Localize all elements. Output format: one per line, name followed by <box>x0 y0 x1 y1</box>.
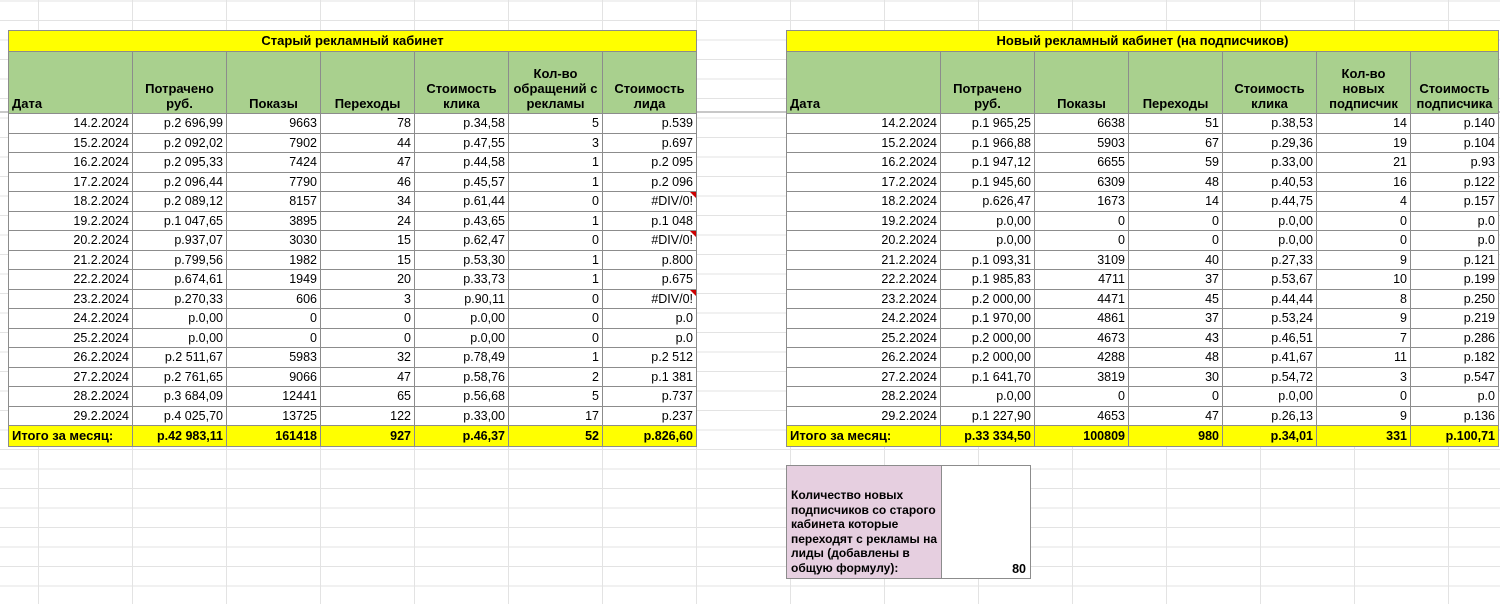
table-cell[interactable]: 20.2.2024 <box>9 231 133 251</box>
table-cell[interactable]: 34 <box>321 192 415 212</box>
table-row <box>9 387 697 407</box>
table-cell[interactable]: 0 <box>509 309 603 329</box>
table-row <box>9 270 697 290</box>
table-cell[interactable]: 9 <box>1317 250 1411 270</box>
table-row <box>787 172 1499 192</box>
column-header[interactable]: Потрачено руб. <box>941 52 1035 114</box>
table-cell[interactable]: 13725 <box>227 406 321 426</box>
table-row <box>787 406 1499 426</box>
table-cell[interactable]: 19.2.2024 <box>787 211 941 231</box>
table-cell[interactable]: р.199 <box>1411 270 1499 290</box>
table-cell[interactable]: р.0,00 <box>941 211 1035 231</box>
table-cell[interactable]: р.0,00 <box>133 328 227 348</box>
table-cell[interactable]: 48 <box>1129 172 1223 192</box>
table-row <box>787 387 1499 407</box>
table-cell[interactable]: 9 <box>1317 406 1411 426</box>
column-header[interactable]: Переходы <box>321 52 415 114</box>
table-row <box>9 328 697 348</box>
table-cell[interactable]: 4471 <box>1035 289 1129 309</box>
table-row <box>787 192 1499 212</box>
table-cell[interactable]: 7902 <box>227 133 321 153</box>
table-cell[interactable]: р.26,13 <box>1223 406 1317 426</box>
table-cell[interactable]: 5903 <box>1035 133 1129 153</box>
total-cell[interactable]: р.100,71 <box>1411 426 1499 447</box>
table-cell[interactable]: р.2 092,02 <box>133 133 227 153</box>
table-cell[interactable]: р.0 <box>1411 231 1499 251</box>
table-cell[interactable]: 27.2.2024 <box>787 367 941 387</box>
table-cell[interactable]: р.136 <box>1411 406 1499 426</box>
table-row <box>9 211 697 231</box>
table-cell[interactable]: 0 <box>509 289 603 309</box>
table-cell[interactable]: 14.2.2024 <box>787 114 941 134</box>
table-cell[interactable]: р.674,61 <box>133 270 227 290</box>
table-cell[interactable]: 27.2.2024 <box>9 367 133 387</box>
table-cell[interactable]: 24 <box>321 211 415 231</box>
column-header[interactable]: Стоимость клика <box>415 52 509 114</box>
table-cell[interactable]: 32 <box>321 348 415 368</box>
table-cell[interactable]: 3 <box>509 133 603 153</box>
subscriber-note-label[interactable]: Количество новых подписчиков со старого кабинета которые переходят с рекламы на лиды (добавлены в общую формулу): <box>787 466 942 579</box>
table-cell[interactable]: 26.2.2024 <box>787 348 941 368</box>
table-cell[interactable]: р.182 <box>1411 348 1499 368</box>
table-cell[interactable]: р.2 512 <box>603 348 697 368</box>
table-cell[interactable]: р.0,00 <box>415 309 509 329</box>
table-cell[interactable]: 1982 <box>227 250 321 270</box>
total-cell[interactable]: 52 <box>509 426 603 447</box>
table-cell[interactable]: 28.2.2024 <box>787 387 941 407</box>
table-cell[interactable]: р.697 <box>603 133 697 153</box>
table-cell[interactable]: 19.2.2024 <box>9 211 133 231</box>
table-cell[interactable]: р.1 947,12 <box>941 153 1035 173</box>
table-cell[interactable]: 78 <box>321 114 415 134</box>
table-cell[interactable]: 6309 <box>1035 172 1129 192</box>
table-cell[interactable]: 3 <box>321 289 415 309</box>
table-cell[interactable]: р.0,00 <box>941 387 1035 407</box>
table-row <box>9 114 697 134</box>
table-cell[interactable]: 0 <box>227 309 321 329</box>
table-row <box>787 328 1499 348</box>
table-cell[interactable]: р.90,11 <box>415 289 509 309</box>
table-cell[interactable]: 24.2.2024 <box>9 309 133 329</box>
table-cell[interactable]: р.33,00 <box>1223 153 1317 173</box>
column-header[interactable]: Дата <box>9 52 133 114</box>
table-cell[interactable]: р.799,56 <box>133 250 227 270</box>
table-cell[interactable]: р.219 <box>1411 309 1499 329</box>
table-cell[interactable]: 0 <box>1317 387 1411 407</box>
table-cell[interactable]: р.53,67 <box>1223 270 1317 290</box>
table-cell[interactable]: р.34,58 <box>415 114 509 134</box>
table-cell[interactable]: 0 <box>1129 387 1223 407</box>
total-cell[interactable]: р.42 983,11 <box>133 426 227 447</box>
table-cell[interactable]: #DIV/0! <box>603 289 697 309</box>
table-cell[interactable]: р.61,44 <box>415 192 509 212</box>
table-row <box>9 231 697 251</box>
table-cell[interactable]: р.800 <box>603 250 697 270</box>
table-row <box>9 348 697 368</box>
table-cell[interactable]: 37 <box>1129 309 1223 329</box>
table-cell[interactable]: р.41,67 <box>1223 348 1317 368</box>
table-cell[interactable]: 9066 <box>227 367 321 387</box>
total-cell[interactable]: р.33 334,50 <box>941 426 1035 447</box>
table-cell[interactable]: 606 <box>227 289 321 309</box>
table-row <box>787 348 1499 368</box>
table-cell[interactable]: р.53,24 <box>1223 309 1317 329</box>
table-cell[interactable]: 23.2.2024 <box>787 289 941 309</box>
table-cell[interactable]: 9663 <box>227 114 321 134</box>
table-cell[interactable]: 16.2.2024 <box>787 153 941 173</box>
table-cell[interactable]: 0 <box>1129 211 1223 231</box>
table-cell[interactable]: р.104 <box>1411 133 1499 153</box>
table-row <box>787 289 1499 309</box>
table-cell[interactable]: 4673 <box>1035 328 1129 348</box>
table-cell[interactable]: 67 <box>1129 133 1223 153</box>
table-cell[interactable]: р.54,72 <box>1223 367 1317 387</box>
table-cell[interactable]: р.0 <box>1411 387 1499 407</box>
table-cell[interactable]: 14.2.2024 <box>9 114 133 134</box>
new-cabinet-table <box>786 30 1499 447</box>
table-cell[interactable]: р.1 985,83 <box>941 270 1035 290</box>
table-cell[interactable]: р.53,30 <box>415 250 509 270</box>
column-header[interactable]: Кол-во новых подписчик <box>1317 52 1411 114</box>
table-cell[interactable]: 0 <box>321 309 415 329</box>
table-cell[interactable]: р.2 096,44 <box>133 172 227 192</box>
table-cell[interactable]: 11 <box>1317 348 1411 368</box>
table-cell[interactable]: 5 <box>509 114 603 134</box>
table-cell[interactable]: 5983 <box>227 348 321 368</box>
total-label[interactable]: Итого за месяц: <box>787 426 941 447</box>
table-cell[interactable]: р.2 000,00 <box>941 328 1035 348</box>
table-cell[interactable]: 15.2.2024 <box>9 133 133 153</box>
table-cell[interactable]: р.270,33 <box>133 289 227 309</box>
table-cell[interactable]: р.286 <box>1411 328 1499 348</box>
table-cell[interactable]: 17 <box>509 406 603 426</box>
table-cell[interactable]: р.56,68 <box>415 387 509 407</box>
table-row <box>9 153 697 173</box>
table-row <box>9 250 697 270</box>
table-cell[interactable]: р.38,53 <box>1223 114 1317 134</box>
table-cell[interactable]: 43 <box>1129 328 1223 348</box>
table-cell[interactable]: 0 <box>509 328 603 348</box>
table-cell[interactable]: #DIV/0! <box>603 192 697 212</box>
table-cell[interactable]: р.0,00 <box>1223 211 1317 231</box>
total-row <box>787 426 1499 447</box>
table-cell[interactable]: 7 <box>1317 328 1411 348</box>
table-cell[interactable]: р.1 381 <box>603 367 697 387</box>
total-cell[interactable]: 161418 <box>227 426 321 447</box>
total-cell[interactable]: р.34,01 <box>1223 426 1317 447</box>
table-row <box>787 211 1499 231</box>
table-cell[interactable]: 18.2.2024 <box>787 192 941 212</box>
total-row <box>9 426 697 447</box>
table-cell[interactable]: р.93 <box>1411 153 1499 173</box>
table-row <box>787 367 1499 387</box>
table-cell[interactable]: 0 <box>321 328 415 348</box>
table-row <box>9 309 697 329</box>
table-row <box>9 192 697 212</box>
table-cell[interactable]: р.122 <box>1411 172 1499 192</box>
table-cell[interactable]: 4861 <box>1035 309 1129 329</box>
old-cabinet-table <box>8 30 697 447</box>
table-cell[interactable]: р.2 511,67 <box>133 348 227 368</box>
table-cell[interactable]: р.237 <box>603 406 697 426</box>
table-cell[interactable]: р.2 096 <box>603 172 697 192</box>
total-cell[interactable]: 980 <box>1129 426 1223 447</box>
table-row <box>787 114 1499 134</box>
table-cell[interactable]: 0 <box>509 192 603 212</box>
table-cell[interactable]: 18.2.2024 <box>9 192 133 212</box>
column-header[interactable]: Стоимость подписчика <box>1411 52 1499 114</box>
table-cell[interactable]: 51 <box>1129 114 1223 134</box>
table-cell[interactable]: р.27,33 <box>1223 250 1317 270</box>
table-cell[interactable]: 4 <box>1317 192 1411 212</box>
table-cell[interactable]: р.250 <box>1411 289 1499 309</box>
table-cell[interactable]: 0 <box>509 231 603 251</box>
table-cell[interactable]: 8157 <box>227 192 321 212</box>
table-cell[interactable]: 0 <box>1129 231 1223 251</box>
table-cell[interactable]: р.29,36 <box>1223 133 1317 153</box>
table-cell[interactable]: р.58,76 <box>415 367 509 387</box>
total-cell[interactable]: р.46,37 <box>415 426 509 447</box>
table-cell[interactable]: 6638 <box>1035 114 1129 134</box>
table-cell[interactable]: р.1 048 <box>603 211 697 231</box>
table-cell[interactable]: 25.2.2024 <box>9 328 133 348</box>
table-cell[interactable]: р.0,00 <box>133 309 227 329</box>
subscriber-note-value[interactable]: 80 <box>942 466 1031 579</box>
table-cell[interactable]: 15 <box>321 231 415 251</box>
table-cell[interactable]: р.1 093,31 <box>941 250 1035 270</box>
table-cell[interactable]: р.40,53 <box>1223 172 1317 192</box>
table-row <box>9 406 697 426</box>
table-row <box>787 231 1499 251</box>
table-row <box>9 133 697 153</box>
table-cell[interactable]: 37 <box>1129 270 1223 290</box>
table-cell[interactable]: р.2 000,00 <box>941 289 1035 309</box>
table-cell[interactable]: 15.2.2024 <box>787 133 941 153</box>
table-cell[interactable]: 3109 <box>1035 250 1129 270</box>
table-cell[interactable]: 1 <box>509 250 603 270</box>
table-cell[interactable]: р.121 <box>1411 250 1499 270</box>
table-cell[interactable]: р.2 000,00 <box>941 348 1035 368</box>
table-cell[interactable]: 29.2.2024 <box>787 406 941 426</box>
table-cell[interactable]: 16.2.2024 <box>9 153 133 173</box>
table-cell[interactable]: р.3 684,09 <box>133 387 227 407</box>
table-cell[interactable]: 4711 <box>1035 270 1129 290</box>
table-cell[interactable]: 19 <box>1317 133 1411 153</box>
table-title[interactable]: Старый рекламный кабинет <box>9 31 697 52</box>
table-cell[interactable]: р.1 970,00 <box>941 309 1035 329</box>
table-row <box>787 250 1499 270</box>
subscriber-note-box <box>786 465 1031 579</box>
table-cell[interactable]: 9 <box>1317 309 1411 329</box>
table-cell[interactable]: 122 <box>321 406 415 426</box>
table-cell[interactable]: 0 <box>1035 211 1129 231</box>
table-cell[interactable]: 22.2.2024 <box>9 270 133 290</box>
table-cell[interactable]: 20.2.2024 <box>787 231 941 251</box>
table-cell[interactable]: 44 <box>321 133 415 153</box>
total-cell[interactable]: 331 <box>1317 426 1411 447</box>
table-cell[interactable]: 22.2.2024 <box>787 270 941 290</box>
table-cell[interactable]: 0 <box>1035 387 1129 407</box>
column-header[interactable]: Дата <box>787 52 941 114</box>
table-title-row <box>9 31 697 52</box>
table-cell[interactable]: 1949 <box>227 270 321 290</box>
table-cell[interactable]: 1 <box>509 348 603 368</box>
table-cell[interactable]: 48 <box>1129 348 1223 368</box>
table-cell[interactable]: р.140 <box>1411 114 1499 134</box>
table-cell[interactable]: 47 <box>321 153 415 173</box>
table-cell[interactable]: р.2 095 <box>603 153 697 173</box>
table-cell[interactable]: 14 <box>1317 114 1411 134</box>
table-cell[interactable]: 16 <box>1317 172 1411 192</box>
table-cell[interactable]: р.157 <box>1411 192 1499 212</box>
table-cell[interactable]: 15 <box>321 250 415 270</box>
total-cell[interactable]: р.826,60 <box>603 426 697 447</box>
table-cell[interactable]: 1 <box>509 270 603 290</box>
table-cell[interactable]: р.62,47 <box>415 231 509 251</box>
table-cell[interactable]: р.47,55 <box>415 133 509 153</box>
table-cell[interactable]: р.737 <box>603 387 697 407</box>
table-cell[interactable]: 1 <box>509 211 603 231</box>
table-cell[interactable]: 8 <box>1317 289 1411 309</box>
table-cell[interactable]: 29.2.2024 <box>9 406 133 426</box>
table-cell[interactable]: 5 <box>509 387 603 407</box>
table-cell[interactable]: 3 <box>1317 367 1411 387</box>
table-cell[interactable]: р.1 945,60 <box>941 172 1035 192</box>
table-cell[interactable]: 4653 <box>1035 406 1129 426</box>
table-cell[interactable]: 47 <box>321 367 415 387</box>
table-row <box>787 153 1499 173</box>
table-cell[interactable]: 23.2.2024 <box>9 289 133 309</box>
table-cell[interactable]: 21 <box>1317 153 1411 173</box>
table-row <box>787 309 1499 329</box>
table-cell[interactable]: р.1 641,70 <box>941 367 1035 387</box>
table-cell[interactable]: р.2 696,99 <box>133 114 227 134</box>
table-cell[interactable]: 2 <box>509 367 603 387</box>
table-cell[interactable]: 3895 <box>227 211 321 231</box>
table-cell[interactable]: 6655 <box>1035 153 1129 173</box>
table-cell[interactable]: р.2 095,33 <box>133 153 227 173</box>
table-cell[interactable]: 3030 <box>227 231 321 251</box>
table-row <box>9 289 697 309</box>
table-cell[interactable]: р.937,07 <box>133 231 227 251</box>
table-cell[interactable]: 14 <box>1129 192 1223 212</box>
table-cell[interactable]: р.0,00 <box>1223 387 1317 407</box>
table-title-row <box>787 31 1499 52</box>
table-cell[interactable]: р.4 025,70 <box>133 406 227 426</box>
column-header[interactable]: Стоимость лида <box>603 52 697 114</box>
table-cell[interactable]: 1 <box>509 172 603 192</box>
table-cell[interactable]: р.2 761,65 <box>133 367 227 387</box>
table-cell[interactable]: р.1 227,90 <box>941 406 1035 426</box>
table-cell[interactable]: р.0 <box>603 328 697 348</box>
table-cell[interactable]: р.1 966,88 <box>941 133 1035 153</box>
table-cell[interactable]: р.0 <box>603 309 697 329</box>
table-cell[interactable]: р.45,57 <box>415 172 509 192</box>
table-cell[interactable]: р.0,00 <box>1223 231 1317 251</box>
table-cell[interactable]: р.44,58 <box>415 153 509 173</box>
column-header[interactable]: Кол-во обращений с рекламы <box>509 52 603 114</box>
column-header[interactable]: Потрачено руб. <box>133 52 227 114</box>
table-cell[interactable]: р.1 047,65 <box>133 211 227 231</box>
table-cell[interactable]: р.0,00 <box>415 328 509 348</box>
table-cell[interactable]: 17.2.2024 <box>9 172 133 192</box>
table-cell[interactable]: 7790 <box>227 172 321 192</box>
table-cell[interactable]: 3819 <box>1035 367 1129 387</box>
total-cell[interactable]: 100809 <box>1035 426 1129 447</box>
table-cell[interactable]: 0 <box>227 328 321 348</box>
table-title[interactable]: Новый рекламный кабинет (на подписчиков) <box>787 31 1499 52</box>
table-row <box>9 172 697 192</box>
table-cell[interactable]: #DIV/0! <box>603 231 697 251</box>
table-cell[interactable]: р.675 <box>603 270 697 290</box>
table-row <box>787 133 1499 153</box>
table-cell[interactable]: 7424 <box>227 153 321 173</box>
table-cell[interactable]: р.46,51 <box>1223 328 1317 348</box>
table-cell[interactable]: р.44,75 <box>1223 192 1317 212</box>
table-cell[interactable]: 1673 <box>1035 192 1129 212</box>
table-cell[interactable]: 45 <box>1129 289 1223 309</box>
table-cell[interactable]: 30 <box>1129 367 1223 387</box>
column-header-row <box>9 52 697 114</box>
column-header[interactable]: Переходы <box>1129 52 1223 114</box>
table-cell[interactable]: р.0 <box>1411 211 1499 231</box>
column-header[interactable]: Показы <box>1035 52 1129 114</box>
table-cell[interactable]: 10 <box>1317 270 1411 290</box>
table-cell[interactable]: 65 <box>321 387 415 407</box>
table-cell[interactable]: р.547 <box>1411 367 1499 387</box>
table-cell[interactable]: 21.2.2024 <box>787 250 941 270</box>
table-cell[interactable]: р.78,49 <box>415 348 509 368</box>
table-cell[interactable]: р.0,00 <box>941 231 1035 251</box>
table-cell[interactable]: 24.2.2024 <box>787 309 941 329</box>
table-cell[interactable]: р.539 <box>603 114 697 134</box>
table-cell[interactable]: 59 <box>1129 153 1223 173</box>
table-cell[interactable]: 1 <box>509 153 603 173</box>
column-header-row <box>787 52 1499 114</box>
table-cell[interactable]: 47 <box>1129 406 1223 426</box>
total-label[interactable]: Итого за месяц: <box>9 426 133 447</box>
table-cell[interactable]: р.33,73 <box>415 270 509 290</box>
table-cell[interactable]: 26.2.2024 <box>9 348 133 368</box>
table-cell[interactable]: 0 <box>1317 231 1411 251</box>
table-cell[interactable]: 0 <box>1035 231 1129 251</box>
table-cell[interactable]: 12441 <box>227 387 321 407</box>
table-cell[interactable]: 40 <box>1129 250 1223 270</box>
table-cell[interactable]: р.626,47 <box>941 192 1035 212</box>
table-cell[interactable]: р.2 089,12 <box>133 192 227 212</box>
table-cell[interactable]: р.43,65 <box>415 211 509 231</box>
table-row <box>9 367 697 387</box>
total-cell[interactable]: 927 <box>321 426 415 447</box>
table-cell[interactable]: 20 <box>321 270 415 290</box>
column-header[interactable]: Показы <box>227 52 321 114</box>
table-cell[interactable]: р.1 965,25 <box>941 114 1035 134</box>
column-header[interactable]: Стоимость клика <box>1223 52 1317 114</box>
table-cell[interactable]: р.44,44 <box>1223 289 1317 309</box>
table-cell[interactable]: 21.2.2024 <box>9 250 133 270</box>
table-cell[interactable]: 0 <box>1317 211 1411 231</box>
table-cell[interactable]: 46 <box>321 172 415 192</box>
table-cell[interactable]: р.33,00 <box>415 406 509 426</box>
table-cell[interactable]: 4288 <box>1035 348 1129 368</box>
table-cell[interactable]: 28.2.2024 <box>9 387 133 407</box>
table-row <box>787 270 1499 290</box>
table-cell[interactable]: 17.2.2024 <box>787 172 941 192</box>
table-cell[interactable]: 25.2.2024 <box>787 328 941 348</box>
